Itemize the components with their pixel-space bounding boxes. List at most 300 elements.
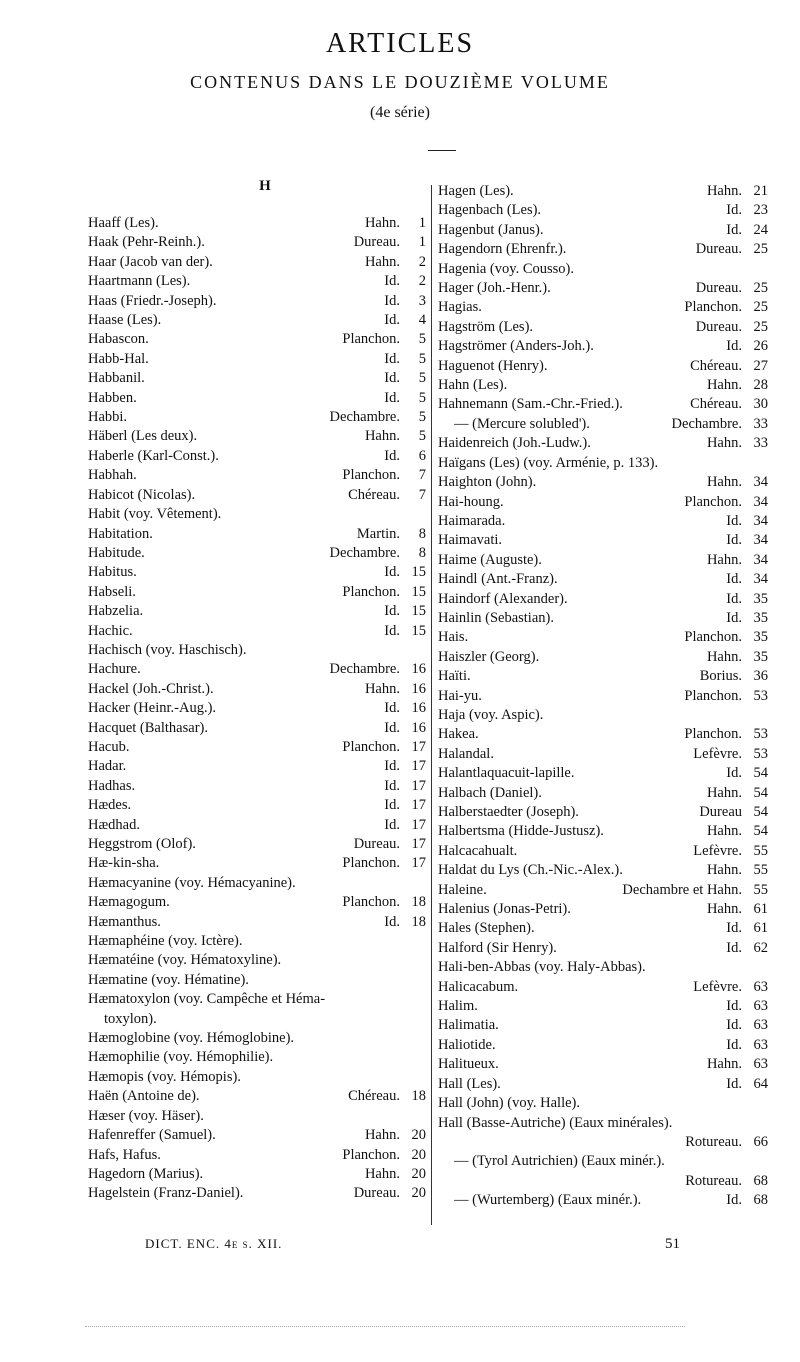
- entry-headword: Hachisch (voy. Haschisch).: [88, 641, 247, 658]
- entry-headword: Habb-Hal.: [88, 350, 149, 367]
- entry-page: 25: [753, 318, 768, 335]
- entry-author: Hahn.: [706, 183, 742, 199]
- index-entry: [438, 958, 768, 977]
- index-entry: [438, 861, 768, 880]
- index-entry: [88, 719, 426, 738]
- entry-page: 18: [411, 913, 426, 930]
- entry-page: 15: [411, 583, 426, 600]
- entry-author: Id.: [726, 202, 742, 219]
- entry-headword: Habbi.: [88, 409, 128, 426]
- entry-headword: Hædes.: [88, 797, 132, 814]
- entry-author: Planchon.: [342, 738, 400, 755]
- entry-headword: Hagendorn (Ehrenfr.).: [438, 241, 567, 258]
- entry-headword: Hædhad.: [88, 816, 140, 833]
- index-entry: [88, 214, 426, 233]
- index-entry: [438, 997, 768, 1016]
- index-entry: [438, 745, 768, 764]
- entry-page: 20: [411, 1146, 426, 1163]
- entry-author: Chéreau.: [348, 1088, 400, 1105]
- entry-page: 16: [411, 680, 426, 697]
- entry-author: Dureau.: [695, 318, 742, 335]
- entry-author: Hahn.: [364, 1127, 400, 1144]
- index-entry: [438, 240, 768, 259]
- entry-page: 5: [418, 409, 426, 426]
- entry-author: Hahn.: [364, 215, 400, 231]
- entry-page: 55: [753, 881, 768, 898]
- entry-author: Hahn.: [706, 648, 742, 665]
- entry-headword: Hagenia (voy. Cousso).: [438, 260, 574, 277]
- entry-page: 61: [753, 901, 768, 918]
- entry-author: Id.: [384, 389, 400, 406]
- entry-page: 68: [753, 1192, 768, 1209]
- entry-headword: Haak (Pehr-Reinh.).: [88, 234, 205, 251]
- entry-headword: Hæmoglobine (voy. Hémoglobine).: [88, 1030, 295, 1047]
- index-entry: [88, 660, 426, 679]
- entry-page: 55: [753, 862, 768, 879]
- index-entry: [88, 622, 426, 641]
- index-entry: [88, 447, 426, 466]
- entry-headword: Haïgans (Les) (voy. Arménie, p. 133).: [438, 454, 659, 471]
- index-entry: [438, 201, 768, 220]
- entry-page: 25: [753, 241, 768, 258]
- entry-page: 1: [418, 234, 426, 251]
- entry-author: Id.: [726, 512, 742, 529]
- entry-page: 18: [411, 1088, 426, 1105]
- entry-headword: Habitus.: [88, 564, 137, 581]
- entry-author: Dureau.: [353, 836, 400, 852]
- entry-author: Id.: [726, 1075, 742, 1092]
- entry-author: Id.: [726, 939, 742, 956]
- entry-author: Dechambre.: [329, 544, 400, 561]
- entry-headword: Haindorf (Alexander).: [438, 590, 568, 607]
- entry-headword: — (Wurtemberg) (Eaux minér.).: [454, 1192, 642, 1209]
- index-entry: [88, 330, 426, 349]
- page-footer: [145, 1236, 705, 1252]
- entry-headword: Häberl (Les deux).: [88, 428, 198, 445]
- entry-headword: Hæmanthus.: [88, 913, 161, 930]
- entry-headword: Hai-yu.: [438, 687, 482, 704]
- entry-author: Hahn.: [706, 823, 742, 840]
- entry-headword: Hæmacyanine (voy. Hémacyanine).: [88, 874, 296, 891]
- entry-author: Id.: [726, 920, 742, 937]
- index-entry: [438, 512, 768, 531]
- entry-headword: Halitueux.: [438, 1056, 499, 1073]
- entry-page: 53: [753, 687, 768, 704]
- entry-page: 7: [418, 467, 426, 484]
- entry-headword: Habbanil.: [88, 370, 145, 387]
- index-entry: [88, 699, 426, 718]
- index-entry: [438, 1152, 768, 1171]
- entry-author: Lefèvre.: [693, 978, 742, 995]
- series-label: (4e série): [370, 104, 430, 121]
- entry-author: Hahn.: [706, 551, 742, 568]
- entry-author: Dechambre.: [329, 409, 400, 426]
- entry-author: Hahn.: [706, 474, 742, 491]
- entry-page: 2: [418, 253, 426, 270]
- entry-headword: Haliotide.: [438, 1036, 496, 1053]
- entry-headword: Hæmatoxylon (voy. Campêche et Héma-: [88, 991, 326, 1008]
- entry-headword: Haguenot (Henry).: [438, 357, 548, 374]
- index-entry: [438, 1114, 768, 1133]
- entry-page: 17: [411, 797, 426, 814]
- entry-page: 68: [753, 1172, 768, 1189]
- entry-headword: Hackel (Joh.-Christ.).: [88, 680, 214, 697]
- entry-headword: Halcacahualt.: [438, 842, 518, 859]
- index-entry: [438, 842, 768, 861]
- index-entry: [438, 978, 768, 997]
- entry-author: Id.: [384, 370, 400, 387]
- index-entry: [88, 913, 426, 932]
- entry-headword: Hæmaphéine (voy. Ictère).: [88, 933, 243, 950]
- entry-author: Id.: [726, 609, 742, 626]
- index-entry: [438, 900, 768, 919]
- entry-page: 17: [411, 758, 426, 775]
- entry-headword: Hæmagogum.: [88, 894, 170, 911]
- entry-headword: Haberle (Karl-Const.).: [88, 447, 219, 464]
- entry-author: Hahn.: [706, 1056, 742, 1073]
- entry-headword: Halenius (Jonas-Petri).: [438, 901, 571, 918]
- index-entry: [438, 298, 768, 317]
- entry-headword: Hagias.: [438, 299, 482, 316]
- entry-headword: Hadar.: [88, 758, 127, 775]
- entry-page: 21: [753, 183, 768, 199]
- entry-author: Id.: [726, 221, 742, 238]
- index-entry: [88, 932, 426, 951]
- index-entry: [88, 1010, 426, 1029]
- index-entry: [88, 525, 426, 544]
- index-entry: [88, 874, 426, 893]
- entry-author: Id.: [726, 590, 742, 607]
- index-entry: [88, 311, 426, 330]
- index-entry: [438, 609, 768, 628]
- entry-author: Id.: [384, 350, 400, 367]
- index-entry: [438, 939, 768, 958]
- index-entry: [438, 221, 768, 240]
- index-entry: [438, 1172, 768, 1191]
- index-entry: [88, 389, 426, 408]
- entry-page: 33: [753, 415, 768, 432]
- entry-headword: Habseli.: [88, 583, 136, 600]
- entry-author: Dechambre.: [671, 415, 742, 432]
- entry-page: 17: [411, 777, 426, 794]
- index-entry: [88, 233, 426, 252]
- entry-author: Hahn.: [706, 784, 742, 801]
- index-entry: [438, 706, 768, 725]
- entry-page: 34: [753, 474, 768, 491]
- right-entry-list: [438, 182, 768, 1211]
- entry-headword: Halford (Sir Henry).: [438, 939, 557, 956]
- entry-headword: Haartmann (Les).: [88, 273, 191, 290]
- entry-headword: Hacquet (Balthasar).: [88, 719, 208, 736]
- entry-page: 54: [753, 765, 768, 782]
- index-entry: [88, 1107, 426, 1126]
- entry-page: 63: [753, 978, 768, 995]
- index-entry: [88, 583, 426, 602]
- index-entry: [88, 777, 426, 796]
- entry-headword: Hæ-kin-sha.: [88, 855, 160, 872]
- entry-headword: Habhah.: [88, 467, 137, 484]
- entry-page: 36: [753, 668, 768, 685]
- index-entry: [438, 357, 768, 376]
- entry-author: Hahn.: [364, 428, 400, 445]
- entry-author: Dureau.: [695, 241, 742, 258]
- entry-author: Id.: [726, 338, 742, 355]
- entry-author: Id.: [384, 273, 400, 290]
- entry-headword: Halantlaquacuit-lapille.: [438, 765, 575, 782]
- entry-author: Dechambre et Hahn.: [622, 881, 742, 898]
- entry-author: Planchon.: [684, 493, 742, 510]
- entry-page: 62: [753, 939, 768, 956]
- index-entry: [438, 687, 768, 706]
- entry-headword: Hall (John) (voy. Halle).: [438, 1095, 581, 1112]
- index-entry: [438, 395, 768, 414]
- entry-page: 5: [418, 350, 426, 367]
- index-entry: [438, 376, 768, 395]
- index-entry: [438, 279, 768, 298]
- entry-author: Borius.: [699, 668, 742, 685]
- index-entry: [88, 253, 426, 272]
- entry-page: 63: [753, 1017, 768, 1034]
- entry-headword: Hagen (Les).: [438, 183, 514, 199]
- entry-headword: Habitation.: [88, 525, 153, 542]
- entry-author: Martin.: [356, 525, 400, 542]
- index-entry: [88, 1126, 426, 1145]
- entry-author: Chéreau.: [690, 396, 742, 413]
- index-entry: [88, 757, 426, 776]
- index-entry: [438, 590, 768, 609]
- index-entry: [438, 318, 768, 337]
- entry-page: 35: [753, 590, 768, 607]
- entry-author: Planchon.: [342, 894, 400, 911]
- index-entry: [88, 602, 426, 621]
- entry-page: 30: [753, 396, 768, 413]
- entry-headword: Habicot (Nicolas).: [88, 486, 196, 503]
- entry-headword: Hales (Stephen).: [438, 920, 535, 937]
- entry-headword: Hahnemann (Sam.-Chr.-Fried.).: [438, 396, 623, 413]
- entry-headword: Hagenbut (Janus).: [438, 221, 544, 238]
- index-entry: [88, 563, 426, 582]
- entry-headword: Haase (Les).: [88, 312, 162, 329]
- entry-headword: Halim.: [438, 998, 478, 1015]
- entry-headword: Hæmopis (voy. Hémopis).: [88, 1068, 241, 1085]
- title-rule: [428, 150, 456, 151]
- entry-author: Id.: [384, 292, 400, 309]
- entry-headword: toxylon).: [104, 1010, 157, 1027]
- entry-author: Id.: [384, 797, 400, 814]
- entry-author: Planchon.: [342, 1146, 400, 1163]
- entry-headword: Haar (Jacob van der).: [88, 253, 213, 270]
- entry-page: 6: [418, 447, 426, 464]
- entry-author: Hahn.: [706, 377, 742, 394]
- entry-author: Chéreau.: [348, 486, 400, 503]
- entry-page: 15: [411, 564, 426, 581]
- entry-headword: Hagelstein (Franz-Daniel).: [88, 1185, 244, 1202]
- index-entry: [438, 667, 768, 686]
- left-column: [88, 178, 426, 1204]
- index-entry: [438, 415, 768, 434]
- index-entry: [438, 822, 768, 841]
- entry-page: 17: [411, 816, 426, 833]
- scan-edge: [85, 1326, 685, 1331]
- entry-author: Hahn.: [706, 901, 742, 918]
- index-entry: [438, 648, 768, 667]
- index-entry: [88, 1146, 426, 1165]
- entry-author: Dureau.: [695, 280, 742, 297]
- entry-author: Id.: [384, 777, 400, 794]
- entry-headword: Hall (Basse-Autriche) (Eaux minérales).: [438, 1114, 673, 1131]
- index-entry: [88, 951, 426, 970]
- entry-page: 2: [418, 273, 426, 290]
- entry-headword: Halberstaedter (Joseph).: [438, 804, 579, 820]
- entry-headword: Haime (Auguste).: [438, 551, 542, 568]
- entry-headword: Haighton (John).: [438, 474, 537, 491]
- entry-page: 18: [411, 894, 426, 911]
- entry-author: Id.: [726, 571, 742, 588]
- entry-author: Hahn.: [364, 680, 400, 697]
- entry-author: Dureau.: [353, 1185, 400, 1202]
- entry-headword: Haiszler (Georg).: [438, 648, 540, 665]
- index-entry: [438, 628, 768, 647]
- index-entry: [438, 551, 768, 570]
- entry-author: Id.: [726, 1017, 742, 1034]
- index-entry: [88, 272, 426, 291]
- entry-author: Id.: [726, 1036, 742, 1053]
- entry-page: 8: [418, 525, 426, 542]
- index-entry: [438, 1016, 768, 1035]
- entry-headword: Hæmatine (voy. Hématine).: [88, 971, 249, 988]
- entry-author: Lefèvre.: [693, 842, 742, 859]
- entry-author: Rotureau.: [685, 1133, 742, 1150]
- entry-page: 8: [418, 544, 426, 561]
- entry-page: 63: [753, 998, 768, 1015]
- index-entry: [88, 427, 426, 446]
- entry-author: Id.: [726, 765, 742, 782]
- index-entry: [88, 816, 426, 835]
- entry-headword: Habzelia.: [88, 603, 144, 620]
- entry-headword: Hæmophilie (voy. Hémophilie).: [88, 1049, 274, 1066]
- index-entry: [88, 1184, 426, 1203]
- entry-headword: Hahn (Les).: [438, 377, 508, 394]
- entry-headword: — (Tyrol Autrichien) (Eaux minér.).: [454, 1153, 665, 1170]
- index-entry: [438, 919, 768, 938]
- index-entry: [88, 1068, 426, 1087]
- entry-headword: Hai-houng.: [438, 493, 504, 510]
- index-entry: [88, 796, 426, 815]
- entry-author: Id.: [384, 603, 400, 620]
- index-entry: [438, 434, 768, 453]
- entry-page: 34: [753, 493, 768, 510]
- entry-author: Id.: [726, 532, 742, 549]
- entry-page: 17: [411, 855, 426, 872]
- entry-author: Id.: [726, 1192, 742, 1209]
- entry-author: Hahn.: [364, 253, 400, 270]
- entry-headword: Hagenbach (Les).: [438, 202, 542, 219]
- entry-headword: Hacub.: [88, 738, 130, 755]
- index-entry: [88, 350, 426, 369]
- entry-headword: Hainlin (Sebastian).: [438, 609, 554, 626]
- entry-headword: Hæmatéine (voy. Hématoxyline).: [88, 952, 282, 969]
- entry-page: 5: [418, 370, 426, 387]
- entry-author: Hahn.: [706, 862, 742, 879]
- index-entry: [438, 1191, 768, 1210]
- entry-page: 4: [418, 312, 426, 329]
- entry-author: Id.: [726, 998, 742, 1015]
- entry-headword: Hall (Les).: [438, 1075, 501, 1092]
- index-entry: [438, 337, 768, 356]
- entry-author: Rotureau.: [685, 1172, 742, 1189]
- right-column: [438, 182, 768, 1211]
- entry-page: 5: [418, 389, 426, 406]
- entry-headword: Haimavati.: [438, 532, 503, 549]
- footer-signature: DICT. ENC. 4e s. XII.: [145, 1236, 283, 1251]
- entry-page: 54: [753, 804, 768, 820]
- index-entry: [438, 764, 768, 783]
- entry-headword: Hali-ben-Abbas (voy. Haly-Abbas).: [438, 959, 646, 976]
- index-entry: [438, 454, 768, 473]
- entry-headword: Habit (voy. Vêtement).: [88, 506, 222, 523]
- index-entry: [88, 990, 426, 1009]
- entry-page: 34: [753, 551, 768, 568]
- entry-page: 64: [753, 1075, 768, 1092]
- index-entry: [88, 408, 426, 427]
- entry-page: 26: [753, 338, 768, 355]
- entry-page: 28: [753, 377, 768, 394]
- entry-headword: Haleine.: [438, 881, 487, 898]
- entry-headword: Haaff (Les).: [88, 215, 159, 231]
- entry-page: 34: [753, 571, 768, 588]
- entry-author: Id.: [384, 564, 400, 581]
- entry-author: Planchon.: [342, 583, 400, 600]
- index-entry: [438, 1036, 768, 1055]
- entry-page: 24: [753, 221, 768, 238]
- index-entry: [438, 493, 768, 512]
- entry-page: 25: [753, 299, 768, 316]
- index-entry: [88, 641, 426, 660]
- entry-headword: Hachure.: [88, 661, 141, 678]
- index-entry: [438, 784, 768, 803]
- entry-headword: Habitude.: [88, 544, 145, 561]
- entry-author: Planchon.: [342, 467, 400, 484]
- entry-page: 55: [753, 842, 768, 859]
- entry-page: 63: [753, 1036, 768, 1053]
- entry-page: 5: [418, 428, 426, 445]
- entry-author: Id.: [384, 622, 400, 639]
- entry-page: 66: [753, 1133, 768, 1150]
- index-entry: [88, 680, 426, 699]
- entry-author: Id.: [384, 758, 400, 775]
- index-entry: [88, 486, 426, 505]
- index-entry: [438, 260, 768, 279]
- entry-headword: Haimarada.: [438, 512, 506, 529]
- index-entry: [88, 738, 426, 757]
- index-entry: [88, 835, 426, 854]
- entry-headword: Halbertsma (Hidde-Justusz).: [438, 823, 604, 840]
- entry-page: 53: [753, 726, 768, 743]
- entry-author: Id.: [384, 312, 400, 329]
- entry-page: 16: [411, 700, 426, 717]
- entry-author: Planchon.: [684, 299, 742, 316]
- entry-author: Id.: [384, 700, 400, 717]
- entry-headword: Hagströmer (Anders-Joh.).: [438, 338, 594, 355]
- left-entry-list: [88, 214, 426, 1204]
- entry-page: 16: [411, 661, 426, 678]
- entry-page: 54: [753, 784, 768, 801]
- entry-headword: Hafs, Hafus.: [88, 1146, 161, 1163]
- entry-headword: Habben.: [88, 389, 137, 406]
- entry-page: 16: [411, 719, 426, 736]
- entry-page: 5: [418, 331, 426, 348]
- index-entry: [88, 893, 426, 912]
